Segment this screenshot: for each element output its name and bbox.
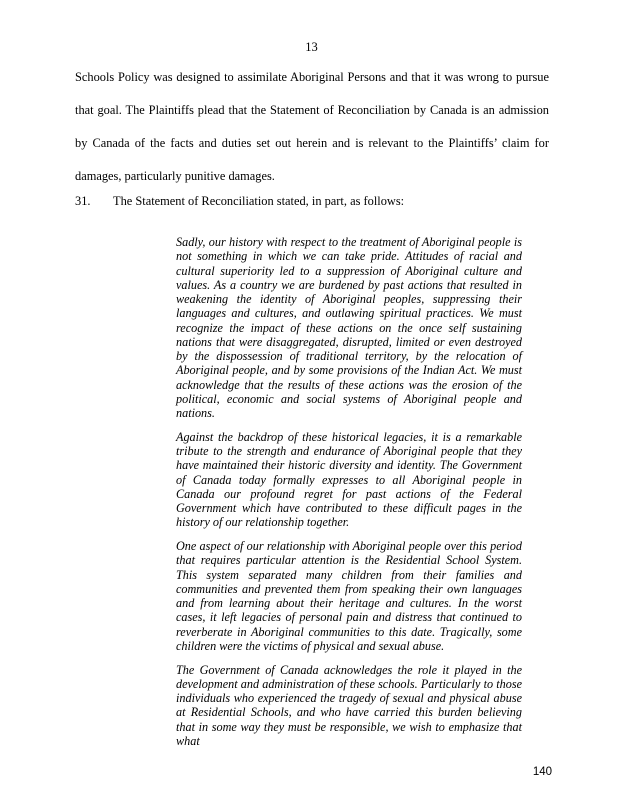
page-number-header: 13 (305, 40, 318, 54)
paragraph-31-number: 31. (75, 194, 91, 208)
footer-page-number: 140 (532, 766, 552, 778)
quote-paragraph-3: One aspect of our relationship with Aboriginal people over this period that requires particular attention is the Residential School System. This system separated many children from their families and communities and prevented them from speaking their own languages and from learning about their heritage and cultures. In the worst cases, it left legacies of personal pain and distress that continued to reverberate in Aboriginal communities to this date. Tragically, some children were the victims of physical and sexual abuse. (176, 539, 522, 653)
intro-paragraph: Schools Policy was designed to assimilate Aboriginal Persons and that it was wrong to pursue that goal. The Plaintiffs plead that the Statement of Reconciliation by Canada is an admission by Canada of the facts and duties set out herein and is relevant to the Plaintiffs’ claim for damages, particularly punitive damages. (75, 70, 549, 183)
quote-paragraph-2: Against the backdrop of these historical legacies, it is a remarkable tribute to the strength and endurance of Aboriginal people that they have maintained their historic diversity and identity. The Government of Canada today formally expresses to all Aboriginal people in Canada our profound regret for past actions of the Federal Government which have contributed to these difficult pages in the history of our relationship together. (176, 429, 522, 530)
statement-of-reconciliation-quote (176, 235, 522, 758)
quote-paragraph-4: The Government of Canada acknowledges the role it played in the development and administration of these schools. Particularly to those individuals who experienced the tragedy of sexual and physical abuse at Residential Schools, and who have carried this burden believing that in some way they must be responsible, we wish to emphasize that what (176, 662, 522, 748)
paragraph-31-text: The Statement of Reconciliation stated, in part, as follows: (113, 194, 405, 208)
quote-paragraph-1: Sadly, our history with respect to the treatment of Aboriginal people is not something in which we can take pride. Attitudes of racial and cultural superiority led to a suppression of Aboriginal culture and values. As a country we are burdened by past actions that resulted in weakening the identity of Aboriginal peoples, suppressing their languages and cultures, and outlawing spiritual practices. We must recognize the impact of these actions on the once self sustaining nations that were disaggregated, disrupted, limited or even destroyed by the dispossession of traditional territory, by the relocation of Aboriginal people, and by some provisions of the Indian Act. We must acknowledge that the results of these actions was the erosion of the political, economic and social systems of Aboriginal people and nations. (176, 235, 522, 420)
paragraph-31 (75, 194, 549, 209)
